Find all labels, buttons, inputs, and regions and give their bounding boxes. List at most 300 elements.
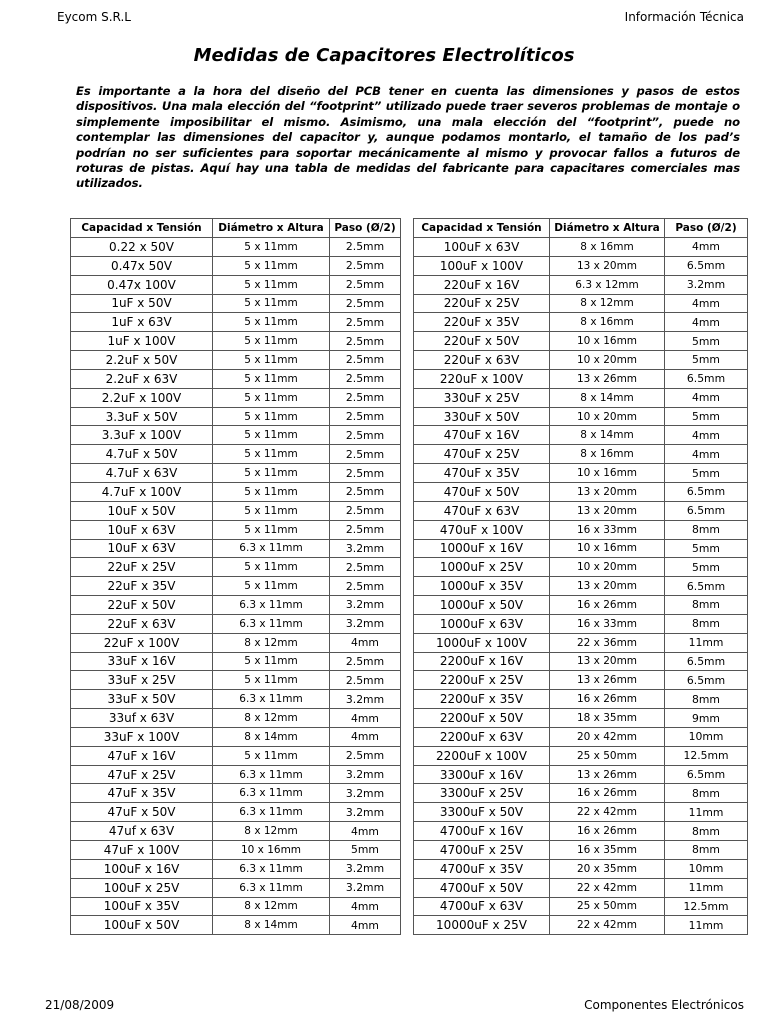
table-row [71,784,401,803]
capacity-cell: 1000uF x 63V [414,614,550,633]
capacity-cell: 1000uF x 100V [414,633,550,652]
capacity-cell: 33uF x 50V [71,690,213,709]
dimensions-cell: 20 x 35mm [550,859,665,878]
capacity-cell: 220uF x 16V [414,275,550,294]
pitch-cell: 2.5mm [330,464,401,483]
pitch-cell: 3.2mm [330,878,401,897]
pitch-cell: 4mm [665,313,748,332]
dimensions-cell: 22 x 42mm [550,803,665,822]
table-row [71,765,401,784]
column-header-capacity: Capacidad x Tensión [414,219,550,238]
capacity-cell: 10uF x 63V [71,539,213,558]
pitch-cell: 2.5mm [330,313,401,332]
capacitor-table-left [70,218,401,935]
dimensions-cell: 5 x 11mm [213,426,330,445]
table-row [71,803,401,822]
dimensions-cell: 5 x 11mm [213,388,330,407]
dimensions-cell: 8 x 14mm [213,727,330,746]
dimensions-cell: 5 x 11mm [213,501,330,520]
pitch-cell: 6.5mm [665,652,748,671]
capacity-cell: 2200uF x 100V [414,746,550,765]
capacity-cell: 470uF x 35V [414,464,550,483]
table-row [71,294,401,313]
pitch-cell: 4mm [330,916,401,935]
capacity-cell: 1uF x 50V [71,294,213,313]
pitch-cell: 2.5mm [330,671,401,690]
table-row [71,275,401,294]
table-row [414,784,748,803]
pitch-cell: 6.5mm [665,482,748,501]
table-row [71,388,401,407]
table-row [414,313,748,332]
pitch-cell: 10mm [665,727,748,746]
pitch-cell: 6.5mm [665,577,748,596]
capacitor-table-right [413,218,748,935]
capacity-cell: 100uF x 35V [71,897,213,916]
dimensions-cell: 6.3 x 11mm [213,803,330,822]
pitch-cell: 11mm [665,803,748,822]
pitch-cell: 3.2mm [330,539,401,558]
footer-date: 21/08/2009 [45,998,115,1012]
pitch-cell: 2.5mm [330,256,401,275]
dimensions-cell: 6.3 x 11mm [213,878,330,897]
capacity-cell: 10uF x 50V [71,501,213,520]
capacity-cell: 47uF x 100V [71,841,213,860]
table-row [414,671,748,690]
dimensions-cell: 5 x 11mm [213,313,330,332]
capacity-cell: 2200uF x 50V [414,709,550,728]
pitch-cell: 5mm [665,407,748,426]
pitch-cell: 5mm [665,351,748,370]
dimensions-cell: 5 x 11mm [213,464,330,483]
dimensions-cell: 18 x 35mm [550,709,665,728]
table-row [414,633,748,652]
pitch-cell: 6.5mm [665,765,748,784]
dimensions-cell: 8 x 12mm [213,822,330,841]
dimensions-cell: 6.3 x 11mm [213,596,330,615]
table-row [414,238,748,257]
capacity-cell: 22uF x 25V [71,558,213,577]
dimensions-cell: 5 x 11mm [213,238,330,257]
table-row [71,426,401,445]
capacity-cell: 2200uF x 16V [414,652,550,671]
capacity-cell: 4700uF x 35V [414,859,550,878]
dimensions-cell: 10 x 20mm [550,407,665,426]
table-row [414,388,748,407]
pitch-cell: 3.2mm [330,596,401,615]
pitch-cell: 5mm [665,558,748,577]
dimensions-cell: 5 x 11mm [213,558,330,577]
table-row [71,351,401,370]
capacity-cell: 470uF x 25V [414,445,550,464]
table-row [414,369,748,388]
capacity-cell: 3300uF x 16V [414,765,550,784]
table-row [71,727,401,746]
pitch-cell: 11mm [665,878,748,897]
table-row [71,690,401,709]
dimensions-cell: 5 x 11mm [213,746,330,765]
pitch-cell: 8mm [665,841,748,860]
table-row [414,690,748,709]
capacity-cell: 220uF x 25V [414,294,550,313]
pitch-cell: 4mm [665,426,748,445]
capacity-cell: 33uf x 63V [71,709,213,728]
table-row [414,916,748,935]
dimensions-cell: 8 x 12mm [213,633,330,652]
pitch-cell: 3.2mm [330,803,401,822]
dimensions-cell: 5 x 11mm [213,294,330,313]
pitch-cell: 2.5mm [330,369,401,388]
pitch-cell: 4mm [665,388,748,407]
capacity-cell: 220uF x 50V [414,332,550,351]
dimensions-cell: 25 x 50mm [550,897,665,916]
capacity-cell: 2.2uF x 50V [71,351,213,370]
dimensions-cell: 16 x 26mm [550,690,665,709]
table-row [414,614,748,633]
capacity-cell: 47uF x 25V [71,765,213,784]
pitch-cell: 6.5mm [665,501,748,520]
dimensions-cell: 16 x 26mm [550,596,665,615]
pitch-cell: 4mm [330,633,401,652]
capacity-cell: 4.7uF x 63V [71,464,213,483]
dimensions-cell: 6.3 x 11mm [213,859,330,878]
dimensions-cell: 16 x 26mm [550,822,665,841]
capacity-cell: 100uF x 16V [71,859,213,878]
pitch-cell: 5mm [330,841,401,860]
capacity-cell: 2.2uF x 100V [71,388,213,407]
dimensions-cell: 20 x 42mm [550,727,665,746]
table-row [414,256,748,275]
pitch-cell: 6.5mm [665,256,748,275]
pitch-cell: 2.5mm [330,275,401,294]
table-row [414,482,748,501]
capacity-cell: 0.47x 50V [71,256,213,275]
pitch-cell: 2.5mm [330,388,401,407]
capacity-cell: 22uF x 35V [71,577,213,596]
dimensions-cell: 22 x 42mm [550,878,665,897]
table-row [71,332,401,351]
table-row [414,426,748,445]
capacity-cell: 1000uF x 35V [414,577,550,596]
capacity-cell: 4.7uF x 100V [71,482,213,501]
pitch-cell: 3.2mm [665,275,748,294]
table-row [414,501,748,520]
dimensions-cell: 13 x 26mm [550,765,665,784]
dimensions-cell: 6.3 x 12mm [550,275,665,294]
dimensions-cell: 8 x 14mm [550,388,665,407]
dimensions-cell: 13 x 20mm [550,501,665,520]
dimensions-cell: 5 x 11mm [213,351,330,370]
table-row [71,313,401,332]
table-row [414,897,748,916]
capacity-cell: 1000uF x 25V [414,558,550,577]
table-row [414,709,748,728]
pitch-cell: 4mm [330,897,401,916]
capacity-cell: 22uF x 50V [71,596,213,615]
capacity-cell: 2200uF x 35V [414,690,550,709]
pitch-cell: 11mm [665,916,748,935]
capacity-cell: 4700uF x 16V [414,822,550,841]
pitch-cell: 8mm [665,690,748,709]
dimensions-cell: 13 x 20mm [550,256,665,275]
table-row [414,539,748,558]
table-row [414,520,748,539]
pitch-cell: 2.5mm [330,332,401,351]
capacity-cell: 22uF x 63V [71,614,213,633]
pitch-cell: 4mm [665,238,748,257]
table-header-row [71,219,401,238]
capacity-cell: 100uF x 63V [414,238,550,257]
capacity-cell: 3300uF x 50V [414,803,550,822]
dimensions-cell: 13 x 20mm [550,482,665,501]
pitch-cell: 2.5mm [330,407,401,426]
table-row [71,822,401,841]
table-row [414,596,748,615]
capacity-cell: 10uF x 63V [71,520,213,539]
table-row [71,577,401,596]
capacity-cell: 3.3uF x 50V [71,407,213,426]
pitch-cell: 2.5mm [330,426,401,445]
capacity-cell: 470uF x 63V [414,501,550,520]
capacity-cell: 47uF x 16V [71,746,213,765]
table-row [414,841,748,860]
table-row [414,558,748,577]
pitch-cell: 3.2mm [330,784,401,803]
pitch-cell: 2.5mm [330,652,401,671]
capacity-cell: 220uF x 35V [414,313,550,332]
dimensions-cell: 5 x 11mm [213,652,330,671]
capacity-cell: 4700uF x 25V [414,841,550,860]
pitch-cell: 6.5mm [665,369,748,388]
table-row [71,445,401,464]
dimensions-cell: 8 x 12mm [213,709,330,728]
pitch-cell: 2.5mm [330,294,401,313]
pitch-cell: 2.5mm [330,577,401,596]
column-header-capacity: Capacidad x Tensión [71,219,213,238]
table-row [414,746,748,765]
capacity-cell: 47uF x 50V [71,803,213,822]
capacity-cell: 2200uF x 63V [414,727,550,746]
capacity-cell: 1uF x 63V [71,313,213,332]
table-row [414,765,748,784]
capacity-cell: 3300uF x 25V [414,784,550,803]
capacity-cell: 220uF x 100V [414,369,550,388]
dimensions-cell: 13 x 20mm [550,652,665,671]
pitch-cell: 5mm [665,464,748,483]
table-row [414,445,748,464]
dimensions-cell: 10 x 16mm [550,332,665,351]
dimensions-cell: 8 x 16mm [550,445,665,464]
capacity-cell: 4.7uF x 50V [71,445,213,464]
dimensions-cell: 6.3 x 11mm [213,539,330,558]
table-row [71,539,401,558]
table-row [414,727,748,746]
pitch-cell: 8mm [665,614,748,633]
dimensions-cell: 13 x 26mm [550,369,665,388]
capacity-cell: 33uF x 100V [71,727,213,746]
pitch-cell: 3.2mm [330,614,401,633]
dimensions-cell: 5 x 11mm [213,445,330,464]
capacity-cell: 3.3uF x 100V [71,426,213,445]
dimensions-cell: 5 x 11mm [213,577,330,596]
dimensions-cell: 6.3 x 11mm [213,784,330,803]
table-row [71,897,401,916]
pitch-cell: 11mm [665,633,748,652]
dimensions-cell: 5 x 11mm [213,407,330,426]
pitch-cell: 8mm [665,822,748,841]
table-row [71,256,401,275]
table-row [71,614,401,633]
capacity-cell: 100uF x 25V [71,878,213,897]
capacity-cell: 1000uF x 16V [414,539,550,558]
table-row [414,577,748,596]
dimensions-cell: 5 x 11mm [213,671,330,690]
pitch-cell: 2.5mm [330,501,401,520]
pitch-cell: 2.5mm [330,351,401,370]
pitch-cell: 3.2mm [330,765,401,784]
capacity-cell: 100uF x 50V [71,916,213,935]
table-row [71,520,401,539]
table-row [414,878,748,897]
capacity-cell: 33uF x 25V [71,671,213,690]
pitch-cell: 12.5mm [665,746,748,765]
dimensions-cell: 10 x 16mm [550,464,665,483]
table-row [71,652,401,671]
capacity-cell: 1000uF x 50V [414,596,550,615]
table-row [414,275,748,294]
capacity-cell: 0.47x 100V [71,275,213,294]
pitch-cell: 2.5mm [330,520,401,539]
dimensions-cell: 16 x 33mm [550,520,665,539]
table-row [414,294,748,313]
table-row [71,916,401,935]
table-row [414,859,748,878]
capacity-cell: 2.2uF x 63V [71,369,213,388]
table-row [71,464,401,483]
table-row [71,859,401,878]
table-row [71,369,401,388]
pitch-cell: 9mm [665,709,748,728]
column-header-dimensions: Diámetro x Altura [550,219,665,238]
column-header-pitch: Paso (Ø/2) [665,219,748,238]
capacity-cell: 220uF x 63V [414,351,550,370]
pitch-cell: 4mm [665,445,748,464]
capacity-cell: 33uF x 16V [71,652,213,671]
capacity-cell: 470uF x 16V [414,426,550,445]
column-header-dimensions: Diámetro x Altura [213,219,330,238]
table-row [414,822,748,841]
capacity-cell: 4700uF x 50V [414,878,550,897]
pitch-cell: 3.2mm [330,859,401,878]
dimensions-cell: 8 x 12mm [213,897,330,916]
dimensions-cell: 8 x 12mm [550,294,665,313]
dimensions-cell: 13 x 20mm [550,577,665,596]
capacity-cell: 47uF x 35V [71,784,213,803]
capacity-cell: 10000uF x 25V [414,916,550,935]
dimensions-cell: 8 x 16mm [550,238,665,257]
table-row [71,746,401,765]
pitch-cell: 2.5mm [330,482,401,501]
pitch-cell: 6.5mm [665,671,748,690]
pitch-cell: 4mm [330,727,401,746]
dimensions-cell: 5 x 11mm [213,482,330,501]
dimensions-cell: 10 x 16mm [550,539,665,558]
pitch-cell: 12.5mm [665,897,748,916]
pitch-cell: 2.5mm [330,238,401,257]
table-row [71,633,401,652]
dimensions-cell: 22 x 36mm [550,633,665,652]
dimensions-cell: 10 x 16mm [213,841,330,860]
dimensions-cell: 5 x 11mm [213,275,330,294]
pitch-cell: 8mm [665,784,748,803]
pitch-cell: 4mm [665,294,748,313]
dimensions-cell: 6.3 x 11mm [213,614,330,633]
dimensions-cell: 5 x 11mm [213,520,330,539]
table-row [414,351,748,370]
dimensions-cell: 8 x 14mm [550,426,665,445]
table-row [71,238,401,257]
pitch-cell: 8mm [665,520,748,539]
table-row [414,407,748,426]
dimensions-cell: 13 x 26mm [550,671,665,690]
dimensions-cell: 22 x 42mm [550,916,665,935]
table-row [414,332,748,351]
pitch-cell: 2.5mm [330,445,401,464]
dimensions-cell: 25 x 50mm [550,746,665,765]
capacity-cell: 330uF x 50V [414,407,550,426]
table-row [414,803,748,822]
dimensions-cell: 5 x 11mm [213,256,330,275]
page-title: Medidas de Capacitores Electrolíticos [193,45,575,66]
pitch-cell: 2.5mm [330,558,401,577]
capacity-cell: 4700uF x 63V [414,897,550,916]
capacity-cell: 470uF x 100V [414,520,550,539]
column-header-pitch: Paso (Ø/2) [330,219,401,238]
table-row [414,652,748,671]
table-row [71,501,401,520]
pitch-cell: 4mm [330,822,401,841]
pitch-cell: 5mm [665,539,748,558]
table-row [71,407,401,426]
table-row [71,841,401,860]
capacity-cell: 100uF x 100V [414,256,550,275]
pitch-cell: 3.2mm [330,690,401,709]
dimensions-cell: 6.3 x 11mm [213,690,330,709]
table-row [414,464,748,483]
table-row [71,878,401,897]
table-row [71,482,401,501]
capacity-cell: 2200uF x 25V [414,671,550,690]
pitch-cell: 5mm [665,332,748,351]
capacity-cell: 330uF x 25V [414,388,550,407]
table-header-row [414,219,748,238]
capacity-cell: 22uF x 100V [71,633,213,652]
capacity-cell: 1uF x 100V [71,332,213,351]
dimensions-cell: 5 x 11mm [213,332,330,351]
intro-paragraph: Es importante a la hora del diseño del PCB tener en cuenta las dimensiones y pasos de estos dispositivos. Una mala elección del “footprint” utilizado puede traer severos problemas de montaje o simplemente imposibilitar el mismo. Asimismo, una mala elección del “footprint”, puede no contemplar las dimensiones del capacitor y, aunque podamos montarlo, el tamaño de los pad’s podrían no ser suficientes para soportar mecánicamente al mismo y provocar fallos a futuros de roturas de pistas. Aquí hay una tabla de medidas del fabricante para capacitares comerciales mas utilizados. [76,84,740,191]
capacity-cell: 47uf x 63V [71,822,213,841]
table-row [71,671,401,690]
dimensions-cell: 8 x 16mm [550,313,665,332]
dimensions-cell: 8 x 14mm [213,916,330,935]
table-row [71,596,401,615]
dimensions-cell: 10 x 20mm [550,351,665,370]
dimensions-cell: 5 x 11mm [213,369,330,388]
dimensions-cell: 16 x 33mm [550,614,665,633]
table-row [71,709,401,728]
pitch-cell: 2.5mm [330,746,401,765]
footer-section: Componentes Electrónicos [584,998,744,1012]
